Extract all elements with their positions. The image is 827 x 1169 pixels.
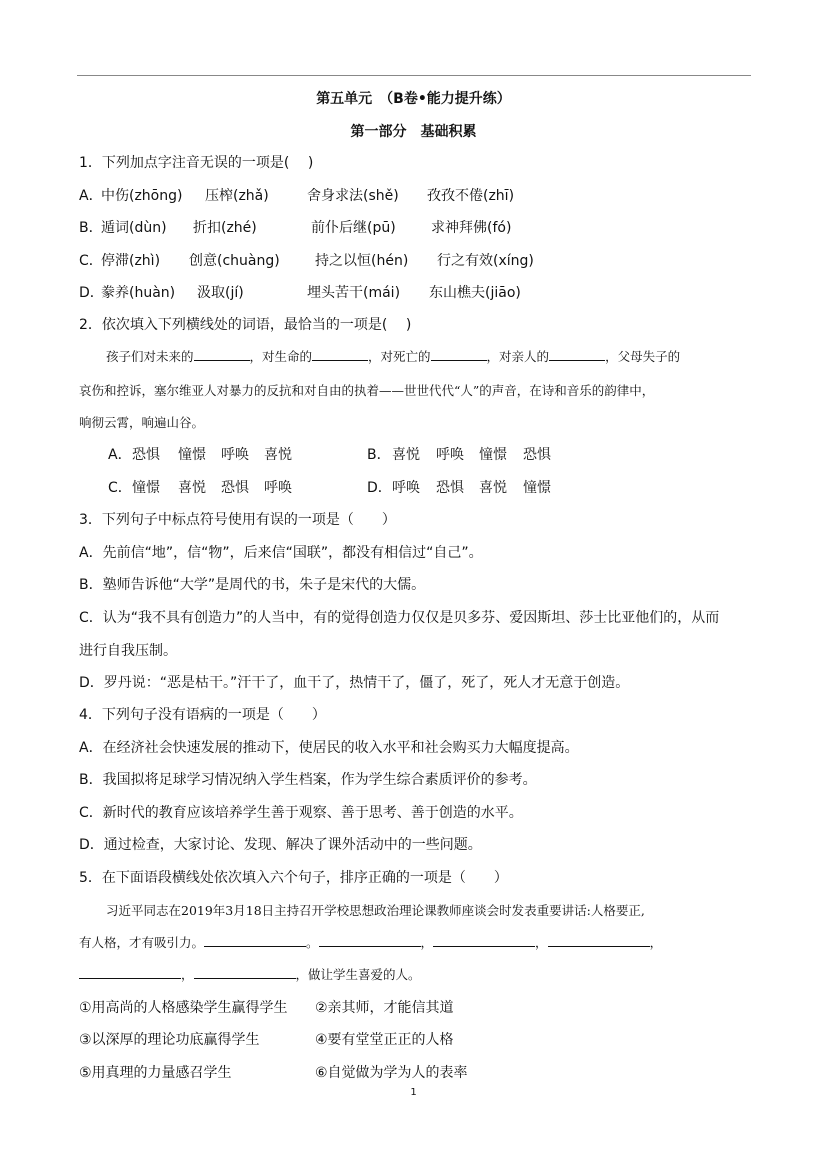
- q3-option-c-line-1: C．认为“我不具有创造力”的人当中，有的觉得创造力仅仅是贝多芬、爱因斯坦、莎士比亚他们的，从而: [79, 610, 720, 626]
- q4-option-c: C．新时代的教育应该培养学生善于观察、善于思考、善于创造的水平。: [79, 805, 523, 821]
- option-label: A．: [79, 188, 103, 204]
- option-word: 中伤(zhōng): [101, 188, 183, 204]
- option-word: 舍身求法(shě): [307, 188, 399, 204]
- option-word: 恐惧: [436, 480, 464, 496]
- q4-stem: 4．下列句子没有语病的一项是（ ）: [79, 707, 326, 723]
- option-label: D．: [367, 480, 392, 496]
- option-word: 持之以恒(hén): [315, 253, 409, 269]
- option-word: 孜孜不倦(zhī): [427, 188, 515, 204]
- option-word: 行之有效(xíng): [437, 253, 534, 269]
- option-word: 折扣(zhé): [193, 220, 257, 236]
- q5-passage-line-1: 习近平同志在2019年3月18日主持召开学校思想政治理论课教师座谈会时发表重要讲话:人格要正,: [106, 903, 645, 918]
- header-rule: [77, 75, 751, 76]
- fill-blank[interactable]: [431, 348, 487, 361]
- option-word: 停滞(zhì): [101, 253, 161, 269]
- q5-sentence-5: ⑤用真理的力量感召学生: [79, 1065, 232, 1081]
- option-label: C．: [108, 480, 132, 496]
- unit-title: 第五单元 （B卷•能力提升练）: [316, 91, 511, 107]
- option-word: 憧憬: [178, 447, 206, 463]
- option-word: 喜悦: [178, 480, 206, 496]
- option-label: B．: [367, 447, 391, 463]
- option-label: D．: [79, 285, 104, 301]
- option-word: 憧憬: [132, 480, 160, 496]
- q2-passage-line-2: 哀伤和控诉，塞尔维亚人对暴力的反抗和对自由的执着——世世代代“人”的声音，在诗和音乐的韵律中，: [79, 383, 655, 398]
- q5-sentence-6: ⑥自觉做为学为人的表率: [315, 1065, 468, 1081]
- passage-text: ，对生命的: [249, 349, 313, 364]
- option-word: 喜悦: [392, 447, 420, 463]
- passage-text: ，做让学生喜爱的人。: [295, 967, 421, 982]
- q5-sentence-2: ②亲其师，才能信其道: [315, 1000, 454, 1016]
- passage-text: ，: [649, 935, 663, 950]
- option-word: 求神拜佛(fó): [431, 220, 512, 236]
- q5-passage-line-3: [79, 965, 421, 983]
- passage-text: 孩子们对未来的: [106, 349, 194, 364]
- q2-stem: 2．依次填入下列横线处的词语，最恰当的一项是( ): [79, 317, 412, 333]
- option-word: 前仆后继(pū): [311, 220, 396, 236]
- passage-text: ，父母失子的: [605, 349, 681, 364]
- q1-stem: 1．下列加点字注音无误的一项是( ): [79, 155, 314, 171]
- fill-blank[interactable]: [548, 934, 650, 947]
- q3-stem: 3．下列句子中标点符号使用有误的一项是（ ）: [79, 512, 396, 528]
- option-word: 豢养(huàn): [101, 285, 176, 301]
- q4-option-a: A．在经济社会快速发展的推动下，使居民的收入水平和社会购买力大幅度提高。: [79, 740, 579, 756]
- option-word: 呼唤: [392, 480, 420, 496]
- q2-passage-line-1: [106, 347, 680, 365]
- q4-option-b: B．我国拟将足球学习情况纳入学生档案，作为学生综合素质评价的参考。: [79, 772, 537, 788]
- q5-passage-line-2: [79, 933, 662, 951]
- passage-text: ，对死亡的: [368, 349, 431, 364]
- option-word: 恐惧: [221, 480, 249, 496]
- passage-text: ，: [535, 935, 548, 950]
- fill-blank[interactable]: [319, 934, 421, 947]
- option-word: 呼唤: [221, 447, 249, 463]
- q5-sentence-3: ③以深厚的理论功底赢得学生: [79, 1032, 260, 1048]
- q5-stem: 5．在下面语段横线处依次填入六个句子，排序正确的一项是（ ）: [79, 870, 508, 886]
- fill-blank[interactable]: [194, 966, 296, 979]
- passage-text: ，: [181, 967, 194, 982]
- q3-option-a: A．先前信“地”，信“物”，后来信“国联”，都没有相信过“自己”。: [79, 545, 483, 561]
- option-word: 呼唤: [264, 480, 292, 496]
- option-word: 恐惧: [132, 447, 160, 463]
- option-word: 喜悦: [479, 480, 507, 496]
- option-label: B．: [79, 220, 103, 236]
- option-word: 遁词(dùn): [101, 220, 167, 236]
- q3-option-d: D．罗丹说：“恶是枯干。”汗干了，血干了，热情干了，僵了，死了，死人才无意于创造。: [79, 675, 630, 691]
- fill-blank[interactable]: [194, 348, 250, 361]
- q3-option-c-line-2: 进行自我压制。: [79, 643, 177, 659]
- q5-sentence-1: ①用高尚的人格感染学生赢得学生: [79, 1000, 288, 1016]
- passage-text: ，对亲人的: [486, 349, 550, 364]
- passage-text: 。: [306, 935, 319, 950]
- option-word: 汲取(jí): [197, 285, 244, 301]
- q2-passage-line-3: 响彻云霄，响遍山谷。: [79, 415, 205, 430]
- option-word: 憧憬: [479, 447, 507, 463]
- option-word: 东山樵夫(jiāo): [429, 285, 521, 301]
- option-word: 埋头苦干(mái): [307, 285, 401, 301]
- option-word: 压榨(zhǎ): [205, 188, 269, 204]
- page-number: 1: [410, 1087, 417, 1098]
- fill-blank[interactable]: [79, 966, 181, 979]
- option-label: C．: [79, 253, 103, 269]
- passage-text: ，: [420, 935, 434, 950]
- option-word: 呼唤: [436, 447, 464, 463]
- q3-option-b: B．塾师告诉他“大学”是周代的书，朱子是宋代的大儒。: [79, 577, 426, 593]
- q4-option-d: D．通过检查，大家讨论、发现、解决了课外活动中的一些问题。: [79, 837, 482, 853]
- fill-blank[interactable]: [549, 348, 605, 361]
- option-word: 创意(chuàng): [189, 253, 280, 269]
- fill-blank[interactable]: [433, 934, 535, 947]
- option-word: 恐惧: [523, 447, 551, 463]
- fill-blank[interactable]: [312, 348, 368, 361]
- fill-blank[interactable]: [204, 934, 306, 947]
- option-label: A．: [108, 447, 132, 463]
- part-title: 第一部分 基础积累: [350, 124, 477, 140]
- passage-text: 有人格，才有吸引力。: [79, 935, 205, 950]
- option-word: 憧憬: [523, 480, 551, 496]
- q5-sentence-4: ④要有堂堂正正的人格: [315, 1032, 454, 1048]
- option-word: 喜悦: [264, 447, 292, 463]
